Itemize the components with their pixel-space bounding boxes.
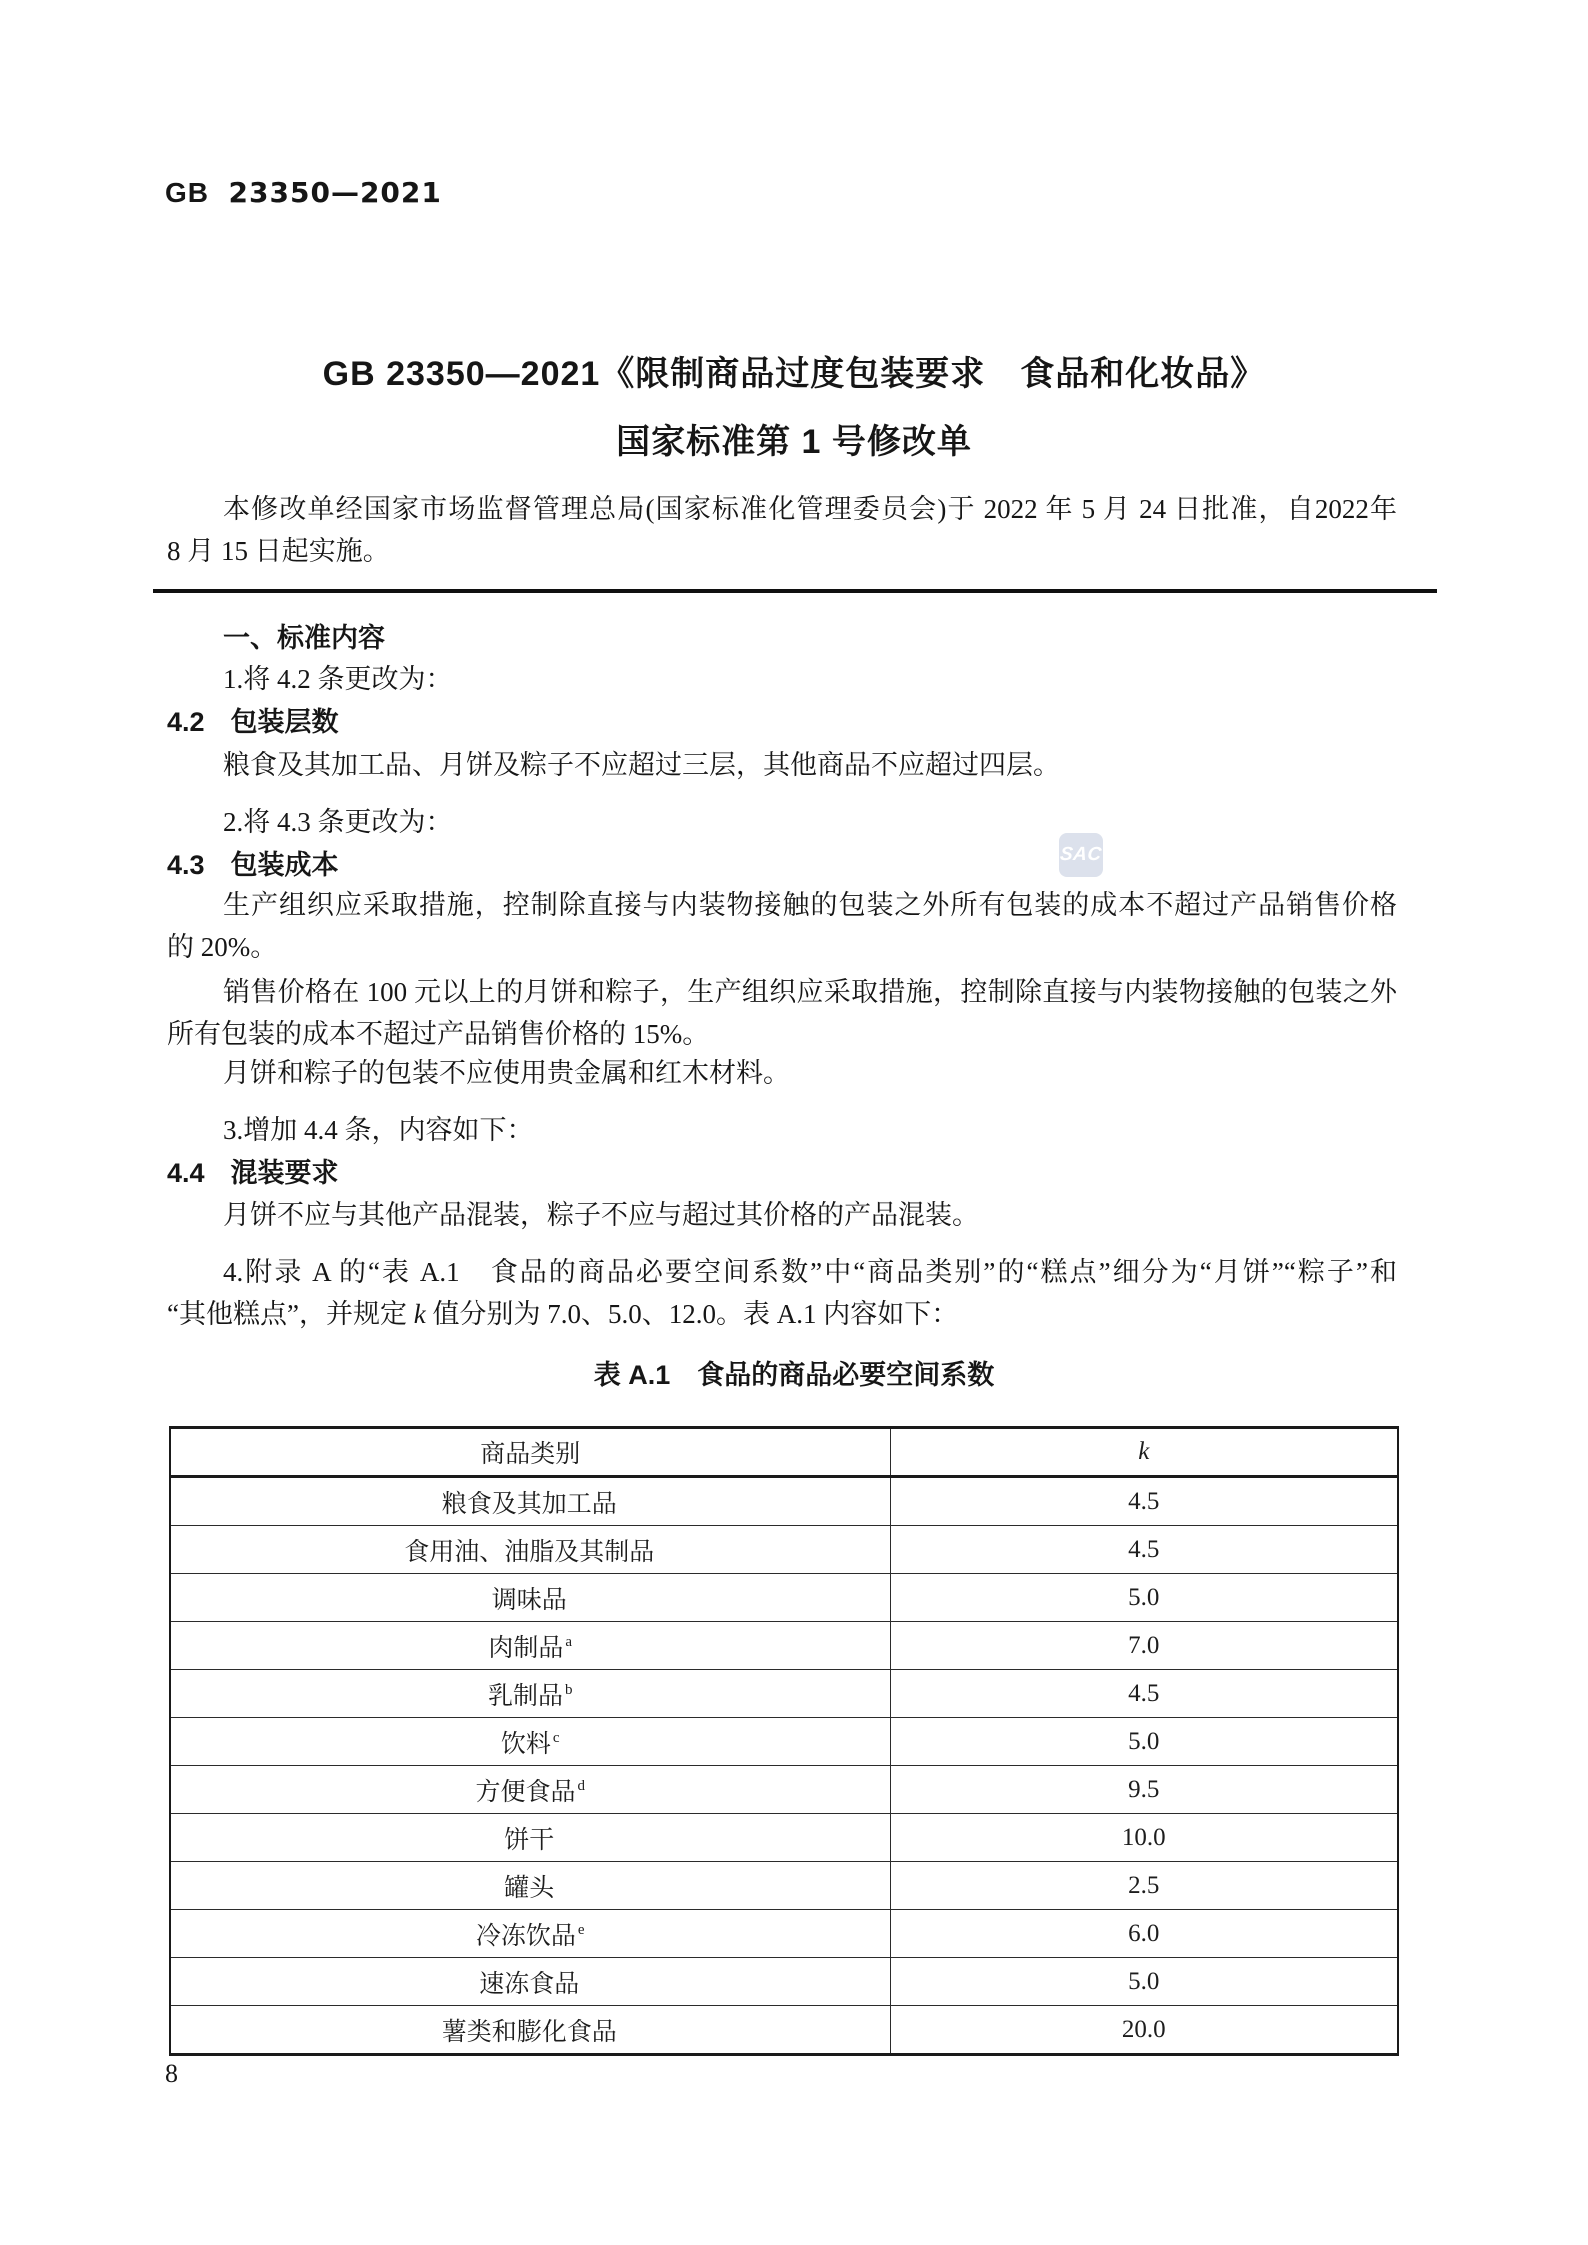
table-header-k (890, 1428, 1398, 1477)
table-row (170, 1766, 1398, 1814)
amendment-item-4-line2 (167, 1293, 1397, 1335)
standard-number-value: 23350—2021 (228, 176, 442, 209)
row-k-value: 4.5 (890, 1477, 1398, 1526)
table-a1-title: 表 A.1 食品的商品必要空间系数 (593, 1360, 995, 1390)
table-row (170, 1718, 1398, 1766)
category-text: 薯类和膨化食品 (441, 2018, 617, 2046)
table-row (170, 1670, 1398, 1718)
category-text: 调味品 (491, 1586, 567, 1614)
category-footnote-mark: e (577, 1922, 585, 1939)
row-category (170, 1718, 890, 1766)
category-text: 饼干 (504, 1826, 555, 1854)
sac-watermark-logo (1059, 833, 1103, 877)
clause-4-3-paragraph-a (167, 884, 1397, 968)
category-footnote-mark: b (565, 1682, 573, 1699)
clause-4-4-title: 混装要求 (230, 1158, 339, 1188)
item-4-line2-pre: “其他糕点”，并规定 (167, 1299, 414, 1329)
category-text: 饮料 (500, 1730, 551, 1758)
category-text: 食用油、油脂及其制品 (404, 1538, 655, 1566)
row-category (170, 1814, 890, 1862)
approval-paragraph-line2: 8 月 15 日起实施。 (167, 536, 390, 566)
table-header-category: 商品类别 (170, 1428, 890, 1477)
row-category (170, 1766, 890, 1814)
category-footnote-mark: a (565, 1634, 573, 1651)
table-row (170, 1622, 1398, 1670)
clause-4-3-heading (167, 848, 339, 882)
clause-4-3-paragraph-a-line1: 生产组织应采取措施，控制除直接与内装物接触的包装之外所有包装的成本不超过产品销售价格 (223, 890, 1397, 920)
approval-paragraph (167, 488, 1397, 572)
amendment-item-1: 1.将 4.2 条更改为： (223, 664, 453, 694)
table-row (170, 1526, 1398, 1574)
row-k-value: 10.0 (890, 1814, 1398, 1862)
row-k-value: 6.0 (890, 1910, 1398, 1958)
item-4-line2-post: 值分别为 7.0、5.0、12.0。表 A.1 内容如下： (425, 1299, 959, 1329)
amendment-item-3: 3.增加 4.4 条，内容如下： (223, 1115, 534, 1145)
separator-rule (153, 589, 1437, 593)
approval-paragraph-line1: 本修改单经国家市场监督管理总局(国家标准化管理委员会)于 2022 年 5 月 24 日批准，自2022年 (223, 494, 1397, 524)
table-row (170, 1574, 1398, 1622)
row-k-value: 5.0 (890, 1574, 1398, 1622)
clause-4-2-heading (167, 705, 339, 739)
table-row (170, 2006, 1398, 2055)
category-text: 肉制品 (488, 1634, 564, 1662)
row-category (170, 1862, 890, 1910)
clause-4-2-number: 4.2 (167, 707, 205, 737)
category-text: 冷冻饮品 (475, 1922, 576, 1950)
row-category (170, 1574, 890, 1622)
row-k-value: 5.0 (890, 1718, 1398, 1766)
row-k-value: 7.0 (890, 1622, 1398, 1670)
clause-4-4-heading (167, 1156, 339, 1190)
table-row (170, 1862, 1398, 1910)
row-category (170, 2006, 890, 2055)
sac-watermark-label: SAC (1059, 844, 1103, 865)
clause-4-2-title: 包装层数 (230, 707, 339, 737)
document-title-line1: GB 23350—2021《限制商品过度包装要求 食品和化妆品》 (322, 355, 1266, 393)
row-category (170, 1910, 890, 1958)
category-footnote-mark: c (552, 1730, 560, 1747)
amendment-item-4 (167, 1251, 1397, 1335)
standard-prefix: GB (165, 177, 209, 208)
table-a1 (169, 1426, 1399, 2056)
section-heading: 一、标准内容 (223, 623, 385, 653)
document-title-line2: 国家标准第 1 号修改单 (616, 423, 972, 461)
table-row (170, 1958, 1398, 2006)
amendment-item-2: 2.将 4.3 条更改为： (223, 807, 453, 837)
row-category (170, 1670, 890, 1718)
clause-4-3-paragraph-a-line2: 的 20%。 (167, 932, 278, 962)
clause-4-3-paragraph-c: 月饼和粽子的包装不应使用贵金属和红木材料。 (223, 1058, 790, 1088)
row-k-value: 9.5 (890, 1766, 1398, 1814)
category-text: 粮食及其加工品 (441, 1490, 617, 1518)
row-k-value: 4.5 (890, 1670, 1398, 1718)
standard-number (218, 176, 229, 209)
row-k-value: 20.0 (890, 2006, 1398, 2055)
row-category (170, 1526, 890, 1574)
table-row (170, 1477, 1398, 1526)
table-header-k-symbol: k (1138, 1438, 1150, 1465)
row-category (170, 1958, 890, 2006)
category-text: 方便食品 (475, 1778, 576, 1806)
page-number: 8 (165, 2059, 178, 2088)
clause-4-2-paragraph: 粮食及其加工品、月饼及粽子不应超过三层，其他商品不应超过四层。 (223, 750, 1060, 780)
table-header-row (170, 1428, 1398, 1477)
clause-4-3-title: 包装成本 (230, 850, 339, 880)
clause-4-4-number: 4.4 (167, 1158, 205, 1188)
table-row (170, 1814, 1398, 1862)
row-category (170, 1622, 890, 1670)
row-category (170, 1477, 890, 1526)
clause-4-3-number: 4.3 (167, 850, 205, 880)
row-k-value: 2.5 (890, 1862, 1398, 1910)
clause-4-3-paragraph-b-line2: 所有包装的成本不超过产品销售价格的 15%。 (167, 1019, 710, 1049)
clause-4-3-paragraph-b (167, 971, 1397, 1055)
table-row (170, 1910, 1398, 1958)
category-text: 罐头 (504, 1874, 555, 1902)
row-k-value: 5.0 (890, 1958, 1398, 2006)
clause-4-3-paragraph-b-line1: 销售价格在 100 元以上的月饼和粽子，生产组织应采取措施，控制除直接与内装物接触的包装之外 (223, 977, 1397, 1007)
category-text: 乳制品 (487, 1682, 563, 1710)
row-k-value: 4.5 (890, 1526, 1398, 1574)
category-footnote-mark: d (577, 1778, 585, 1795)
clause-4-4-paragraph: 月饼不应与其他产品混装，粽子不应与超过其价格的产品混装。 (223, 1200, 979, 1230)
standard-code-header (165, 176, 442, 210)
category-text: 速冻食品 (479, 1970, 580, 1998)
amendment-item-4-line1: 4.附录 A 的“表 A.1 食品的商品必要空间系数”中“商品类别”的“糕点”细分为“月饼”“粽子”和 (223, 1257, 1397, 1287)
item-4-k-symbol: k (413, 1299, 426, 1329)
